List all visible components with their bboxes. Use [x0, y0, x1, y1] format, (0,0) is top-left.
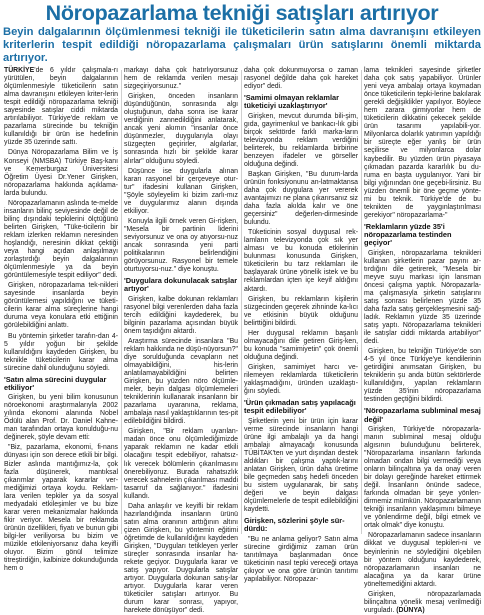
paragraph-text: 'de 6 yıldır çalışmala-rı yürütülen, beyin dalgalarının ölçümlenmesiyle tüketicilerin satın alma davranışını etkileyen kriter-lerin tespit edildiği nöropazarlama tekniği sayesinde satışlar ciddi miktarda artırılabiliyor. Türkiye'de reklam ve pazarlama sürecinde bu tekniğin kullanıldığı bir ürün ise hedefinin yüzde 35 üzerinde sattı. — [4, 67, 118, 147]
paragraph: Girişken, nöropazarlama teknikleri kullanan şirketlerin pazar payını ar-tırdığını dile getirerek, "Mesela bir meyve suyu markası için lansman öncesi çalışma yaptık. Nöropazarla-ma çalışmasıyla şirketin satışlarını satış sonrası belirlenen yüzde 35 daha fazla satış gerçekleşmesini sağ-ladık. Reklamın yüzde 35 üzerinde satış yaptı. Nöropazarlama teknikleri ile satışlar ciddi miktarda artabiliyor" dedi. — [364, 249, 481, 346]
column-divider — [121, 70, 122, 534]
paragraph: Nöropazarlamanın aslında te-melde insanların bilinç seviyesinde değil de bilinç dışındaki tepkilerini ölçtüğünü belirten Girişken, "Tüke-ticilerin bir reklam izlerken reklamın neresinden hoşlandığı, neresinin dikkat çektiği veya hangi açıdan anlaşılmayı zorlaştırdığı beyin dalgalarının ölçümlenmesiyle ya da beyin görüntülemesiyle tespit ediliyor" dedi. — [4, 199, 118, 280]
subheading: 'Reklamların yüzde 35'i nöropazarlama testinden geçiyor' — [364, 221, 452, 248]
paragraph: Girişken, mevcut durumda bili-şim, gıda, gayrimenkul ve bankacı-lık gibi birçok sektörde farklı marka-ların televizyonda reklam verdiğini belirterek, bu reklamlarda birbirine benzeyen ifadeler ve görseller olduğuna değindi. — [244, 112, 358, 168]
article-column-1 — [4, 67, 118, 573]
paragraph: Konuyla ilgili örnek veren Gi-rişken, "Mesela bir partinin liderini seviyorsunuz ve ona oy atıyorsu-nuz ancak sonrasında yeni parti politikalarının belirlendiğini görüyorsunuz. Rasyonel bir temele oturtuyorsu-nuz." diye konuştu. — [124, 217, 238, 274]
paragraph: "Biz, pazarlama, ekonomi, fi-nans dünyası için son derece etkili bir bilgi. Bizler aslında mantığımız-la, çok fazla düşünerek, mantıksal çıkarımlar yaparak kararlar ver-mediğimizi ortaya koydu. Reklam-lara verilen tepkiler ya da sosyal medyadaki etkileşimler ve bu bize karar veren mekanizmalar hakkında fikir veriyor. Mesela bir reklamda ürünün özellikleri, fiyatı ve bunun gibi bilgi-ler veriliyorsa bu bizim ve müzikle etkileniyorsanız daha keyifli oluyor. Bizim gönül telimize titreştirdiğin, kalbinize dokunduğunda hem o — [4, 444, 118, 573]
paragraph: Her duygusal reklamın başarılı olmayacağını dile getiren Giriş-ken, bu konuda "samimiyetin" çok önemli olduğuna değindi. — [244, 329, 358, 361]
paragraph: lama teknikleri sayesinde şirketler daha çok satış yapabiliyor. Ürünler yeni veya ambalajı ortaya koymadan önce tüketicilerin tepki-lerine bakılarak gerekli değişiklikler yapılıyor. Böylece hem zarara girmiyorlar hem de tüketicilerin dikkatini çekecek şekilde ürün tasarımı yapılabili-yor. Milyonlarca dolarlık yatırımın yapıldığı bir süreçte eğer yanlış bir ürün seçilirse ve milyonlarca dolar kaybedilir. Bu yüzden ürün piyasaya çıkmadan pazarda kararlılık bu du-ruma en başta uygulanıyor. Yani bir bilgi yığınından öne geçebi-lirsiniz. Bu yüzden önemli bir öne geçme yönte-mi bu teknik. Türkiye'de de bu teknikten de yaygınlaştırılması gerekiyor" nöropazarlama-" — [364, 67, 481, 219]
paragraph: "Bu ne anlama geliyor? Satın alma sürecine girdiğimiz zaman ürün tanıtılmaya başlanmadan önce tüketicinin nasıl tepki vereceği ortaya çıkıyor ve ona göre ürünün tanıtımı yapılabiliyor. Nöropazar- — [244, 535, 358, 583]
paragraph — [364, 591, 481, 615]
paragraph: Girişken, bu reklamların kişilerin süzgecinden geçerek zihninde ka-lıcı ve etkisinin büyük olduğunu belirttiğini bildirdi. — [244, 295, 358, 327]
paragraph — [4, 67, 118, 147]
subheading: 'Duygulara dokunulacak satışlar artıyor' — [124, 276, 238, 294]
paragraph: Araştırma sürecinde insanlara "Bu reklam hakkında ne düşü-nüyorsun?" diye sorulduğunda cevapların net olmayabildiğini, his-lerin anlatılamayabildiğini belirten Girişken, bu yüzden nöro ölçümle-meler, beyin dalgası ölçümlemeleri tekniklerinin kullanarak insanların bir pazarlama uyaranına, reklama, ambalaja nasıl yaklaştıklarının tes-pit edilebildiğini bildirdi. — [124, 337, 238, 426]
paragraph: Girişken, Türkiye'de nöropazarla-manın sublıminal mesaj olduğu algısının bulunduğunu belirterek, "Nöropazarlama insanların farkında olmadan ondan bilgi vermediği veya onların bilinçaltına ya da onay veren bir dolayı gereğinde hareket ettirmek değil. İnsanların önünde sadece, farkında olmadan bir şeye yönlen-dirmemiz mümkün. Nöropazarlamanın tekniği insanların yaklaşımını bilmeye ve yönlendirme değil, bilgi etmek ve ortak olmak" diye konuştu. — [364, 425, 481, 530]
paragraph: Girişken, kalbe dokunan reklamları rasyonel bilgi verenlerden daha fazla tercih edildiğini kaydederek, bu bilginin pazarlama açısından büyük önem taşıdığını aktardı. — [124, 295, 238, 335]
paragraph: Girişken, bu yeni bilim konusunun nöroekonomi araştırmalarıyla 2002 yılında ekonomi alanında Nobel Ödülü alan Prof. Dr. Daniel Kahne-man tarafından ortaya konulduğu-nu değinerek, şöyle devam etti: — [4, 394, 118, 442]
paragraph: Daha anlaşılır ve keyifli bir reklam hazırlandığında insanların ürünü satın alma oranının arttığının altını çizen Girişken, bu yöntemin eğitimi öğretimde de kullanıldığını kaydeden Girişken, "Duyguları tetikleyen yerler süreçler sonrasında insanlar ha-rekete geçiyor. Duygularla karar ve satış yapıyor. Duygularla satışlar artıyor. Duygularla dokunan satış-lar artıyor. Duygularla karar veren tüketiciler satışları artırıyor. Bu durum karar sonrası, yapıyor, harekete dönüşüyor" dedi. — [124, 502, 238, 615]
paragraph: Bu yöntemin şirketler tarafın-dan 4-5 yıldır yoğun bir şekilde kullanıldığını kaydeden Girişken, bu teknikle tüketicilerin karar alma sürecine dahil olunduğunu söyledi. — [4, 332, 118, 372]
paragraph: Başkan Girişken, "Bu durum-larda ürünün fonksiyonunu an-latmaktansa daha çok duygulara yer vererek avantajımızı ne plana çıkarırsanız siz daha fazla akılda kalır ve öne geçersiniz" değerlen-dirmesinde bulundu. — [244, 170, 358, 227]
paragraph: daha çok dokunmuyorsa o zaman rasyonel değilde daha çok hareket ediyor" dedi. — [244, 67, 358, 91]
article-column-4 — [364, 67, 481, 614]
paragraph: Nöropazarlamanın sadece insanların dikkat ve duygusal tepkileri-ni ve beyinlerinin ne söylediğini ölçebilen bir yöntem olduğunu kaydederek, nöropazarlamanın insanları ne alacağına ya da karar ürüne yöneltemediğini aktardı. — [364, 532, 481, 588]
paragraph: Girişken, nöropazarlama tek-nikleri sayesinde insanlarda beyin görüntülemesi yapıldığını ve tüketi-cilerin karar alma süreçlerine hangi duruma veya konulara etki ettiğinin görülebildiğini anlattı. — [4, 282, 118, 330]
paragraph: Girişken, samimiyet harcı ve-rilemeyen reklamlarda tüketicilerin yaklaşmadığını, üründen uzaklaştı-ğını söyledi. — [244, 363, 358, 396]
source-credit: (DÜNYA) — [396, 606, 425, 614]
subheading: 'Satın alma sürecini duygular etkiliyor' — [4, 374, 107, 392]
article-deck: Beyin dalgalarının ölçümlenmesi tekniği ile tüketicilerin satın alma davranışını etkileyen kriterlerin tespit edildiği nöropazarlama çalışmaları ürün satışlarını önemli miktarda artırıyor. — [3, 26, 481, 64]
subheading: 'Nöropazarlama sublıminal mesaj değil' — [364, 406, 481, 424]
paragraph-text: Girişken, nöropazarlamada bilinçaltına yönelik mesaj verilmediği vurguladı. — [364, 590, 481, 614]
paragraph: Şirketlerin yeni bir ürün için karar verme sürecinde insanların hangi ürüne ilgi ambalajlı ya da hangi ambalajı almayacağı konusunda TÜBİTAK'ten ve yurt dışından destek aldıkları bir çalışma yaptık-larını anlatan Girişken, ürün daha üretime bile geçmeden satış hedefi önceden bu sistem uygulanarak, bir satış değeri ve beyin dalgası ölçümlemelerle de tespit edilebildiğini kaydetti. — [244, 417, 358, 514]
paragraph: Düşünce ise duygularla alınan kararı rasyonel bir çerçeveye otur-tur" ifadesini kullanan Girişken, "Şöyle söyleyelim ki bizim zarlı-mız ve duygularımız alanın dışında etkiliyor. — [124, 167, 238, 215]
subheading: 'Samimi olmayan reklamlar tüketiciyi uzaklaştırıyor' — [244, 93, 340, 111]
article-column-2 — [124, 67, 238, 615]
paragraph: Girişken, "Bir reklam uyarılan-madan önce onu ölçümlediğimizde yaparak reklamın ne kadar etkili olacağını tespit edebiliyor, rahatsız-lık verecek bölümlerin çıkarılmasını önerebiliyoruz. Burada rahatsızlık verecek sahnelerin çıkarılması maddi tasarruf da sağlanıyor." ifadesini kullandı. — [124, 428, 238, 500]
paragraph: Dünya Nöropazarlama Bilim ve İş Konseyi (NMSBA) Türkiye Baş-kanı ve Kemerburgaz Üniversitesi Öğretim Üyesi Dr.Yener Girişken, nöropazarlama hakkında açıklama-larda bulundu. — [4, 149, 118, 197]
article-headline: Nöropazarlama tekniği satışları artırıyor — [45, 1, 439, 25]
column-divider — [241, 70, 242, 534]
paragraph: Girişken, önceden insanların düşündüğünün, sonrasında algı oluştuğunun, daha sonra ise karar verdiğinin zannedildiğini anlatarak, ancak yeni akımın "insanlar önce düşünmezler, duygularıyla olayı süzgeçten geçirirler, algılarlar, sonrasında hızlı bir şekilde karar alırlar" olduğunu söyledi. — [124, 93, 238, 165]
dateline: TÜRKİYE — [4, 67, 35, 74]
paragraph: Tüketicinin sosyal duygusal rek-lamların televizyonda çok sık yer alması ve bu konuda etkilerinin bulunması konusunda Girişken, tüketicilerin bu tarz reklamları ile başlayarak ürüne yönelik istek ve bu reklamlardan içten içe keyif aldığını aktardı. — [244, 229, 358, 293]
article-column-3 — [244, 67, 358, 583]
paragraph: Girişken, bu tekniğin Türkiye'de son 4-5 yıl önce Türkiye'ye kendilerinin getirdiğini anımsatan Girişken, bu tekniklerin şu anda bütün sektörlerde kullanıldığını, yapılan reklamların yüzde 35'inin nöropazarlama testinden geçtiğini bildirdi. — [364, 348, 481, 404]
subheading: Girişken, sözlerini şöyle sür-dürdü: — [244, 516, 345, 534]
column-divider — [361, 70, 362, 534]
paragraph: markayı daha çok hatırlıyorsunuz hem de reklamda verilen mesajı sizgeçiriyorsunuz." — [124, 67, 238, 91]
subheading: 'Ürün çıkmadan satış yapılacağı tespit edilebiliyor' — [244, 398, 356, 416]
